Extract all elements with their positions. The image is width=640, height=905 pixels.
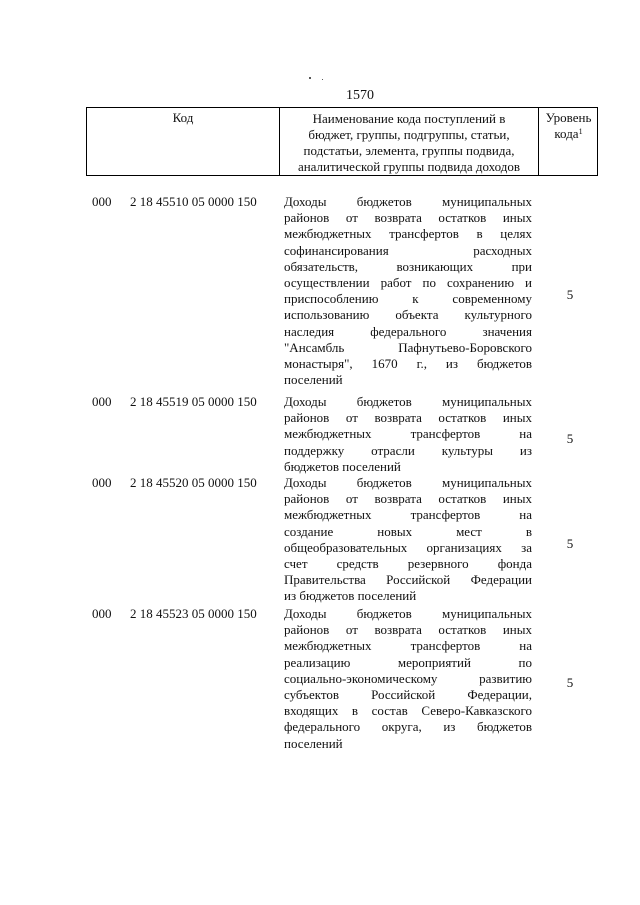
- description-line: районов от возврата остатков иных: [284, 410, 532, 426]
- budget-classification-code: 2 18 45519 05 0000 150: [130, 394, 257, 409]
- description-line: Доходы бюджетов муниципальных: [284, 475, 532, 490]
- description-line: создание новых мест в: [284, 523, 532, 539]
- description-line: "Ансамбль Пафнутьево-Боровского: [284, 339, 532, 355]
- budget-classification-code: 2 18 45523 05 0000 150: [130, 606, 257, 621]
- revenue-description: [284, 394, 532, 475]
- description-line: поселений: [284, 735, 343, 751]
- description-line: общеобразовательных организациях за: [284, 539, 532, 555]
- description-line: реализацию мероприятий по: [284, 654, 532, 670]
- description-line: использованию объекта культурного: [284, 307, 532, 323]
- description-line: Доходы бюджетов муниципальных: [284, 194, 532, 209]
- header-name-label: [280, 108, 538, 175]
- description-line: наследия федерального значения: [284, 323, 532, 339]
- description-line: поселений: [284, 372, 343, 388]
- description-line: монастыря", 1670 г., из бюджетов: [284, 355, 532, 371]
- header-level-line: [539, 126, 598, 142]
- budget-classification-code: 2 18 45510 05 0000 150: [130, 194, 257, 209]
- header-name-line: подстатьи, элемента, группы подвида,: [303, 143, 515, 158]
- footnote-marker: 1: [578, 127, 583, 136]
- description-line: приспособлению к современному: [284, 291, 532, 307]
- header-name-line: аналитической группы подвида доходов: [297, 159, 521, 174]
- description-line: районов от возврата остатков иных: [284, 210, 532, 226]
- code-level: 5: [566, 431, 574, 446]
- description-line: межбюджетных трансфертов на: [284, 426, 532, 442]
- header-code-label: Код: [172, 110, 194, 125]
- header-name-line: бюджет, группы, подгруппы, статьи,: [308, 127, 510, 142]
- description-line: субъектов Российской Федерации,: [284, 686, 532, 702]
- revenue-description: [284, 606, 532, 752]
- group-code: 000: [92, 394, 112, 409]
- header-name-cell: [280, 108, 539, 175]
- page-number: 1570: [346, 88, 374, 103]
- description-line: софинансирования расходных: [284, 242, 532, 258]
- header-level-label: [539, 108, 598, 142]
- code-level: 5: [566, 536, 574, 551]
- description-line: из бюджетов поселений: [284, 588, 417, 604]
- table-header: [86, 107, 598, 176]
- revenue-description: [284, 194, 532, 388]
- description-line: межбюджетных трансфертов на: [284, 507, 532, 523]
- description-line: межбюджетных трансфертов на: [284, 638, 532, 654]
- group-code: 000: [92, 606, 112, 621]
- header-name-line: Наименование кода поступлений в: [312, 111, 506, 126]
- header-level-line: Уровень: [545, 110, 592, 125]
- header-level-word: кода: [554, 126, 579, 141]
- description-line: социально-экономическому развитию: [284, 670, 532, 686]
- description-line: Доходы бюджетов муниципальных: [284, 394, 532, 409]
- scan-speck: [322, 79, 323, 80]
- description-line: федерального округа, из бюджетов: [284, 719, 532, 735]
- header-code-cell: [87, 108, 280, 175]
- scan-speck: [309, 77, 311, 79]
- code-level: 5: [566, 675, 574, 690]
- revenue-description: [284, 475, 532, 605]
- description-line: осуществлении работ по сохранению и: [284, 274, 532, 290]
- description-line: обязательств, возникающих при: [284, 258, 532, 274]
- budget-classification-code: 2 18 45520 05 0000 150: [130, 475, 257, 490]
- header-level-cell: [539, 108, 598, 175]
- description-line: Правительства Российской Федерации: [284, 572, 532, 588]
- group-code: 000: [92, 475, 112, 490]
- description-line: поддержку отрасли культуры из: [284, 442, 532, 458]
- group-code: 000: [92, 194, 112, 209]
- description-line: счет средств резервного фонда: [284, 555, 532, 571]
- description-line: межбюджетных трансфертов в целях: [284, 226, 532, 242]
- description-line: входящих в состав Северо-Кавказского: [284, 703, 532, 719]
- description-line: районов от возврата остатков иных: [284, 622, 532, 638]
- description-line: бюджетов поселений: [284, 458, 401, 474]
- description-line: районов от возврата остатков иных: [284, 491, 532, 507]
- code-level: 5: [566, 287, 574, 302]
- description-line: Доходы бюджетов муниципальных: [284, 606, 532, 621]
